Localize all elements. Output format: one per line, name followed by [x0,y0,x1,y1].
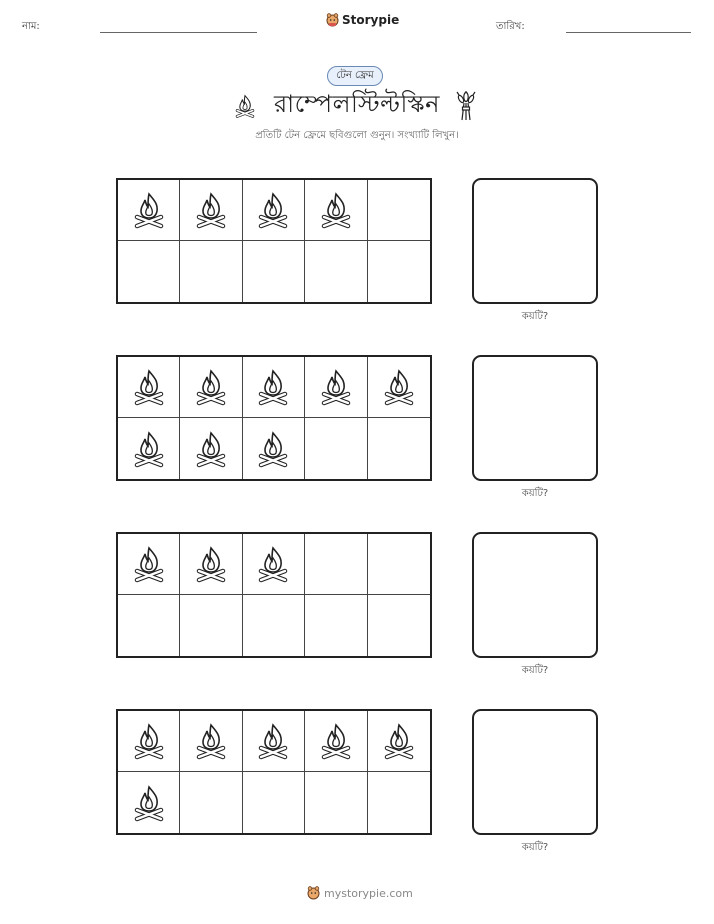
ten-frame-cell [118,180,180,241]
campfire-icon [319,190,353,230]
ten-frame-cell [243,711,305,772]
answer-label: কয়টি? [521,311,549,322]
ten-frame-cell [180,534,242,595]
ten-frame-cell [368,772,430,833]
brand-logo [326,13,399,27]
ten-frame-cell [305,180,367,241]
ten-frame-cell [368,357,430,418]
campfire-icon [132,783,166,823]
ten-frame-cell [243,357,305,418]
ten-frame-cell [118,241,180,302]
ten-frame [116,178,432,304]
date-label: তারিখ: [496,21,525,32]
campfire-icon [256,721,290,761]
ten-frame [116,355,432,481]
ten-frame-cell [305,772,367,833]
campfire-icon [319,367,353,407]
ten-frame-cell [368,534,430,595]
answer-label: কয়টি? [521,842,549,853]
campfire-icon [256,429,290,469]
campfire-icon [256,544,290,584]
campfire-icon [382,367,416,407]
ten-frame [116,532,432,658]
ten-frame-cell [118,772,180,833]
answer-label: কয়টি? [521,488,549,499]
ten-frame-cell [180,711,242,772]
name-label: নাম: [22,21,40,32]
answer-box[interactable] [472,709,598,835]
ten-frame-cell [243,772,305,833]
campfire-icon [132,544,166,584]
campfire-icon [132,721,166,761]
answer-label: কয়টি? [521,665,549,676]
ten-frame-cell [243,534,305,595]
campfire-icon [194,544,228,584]
campfire-icon [256,367,290,407]
ten-frame-cell [305,711,367,772]
footer-url[interactable]: mystorypie.com [324,886,413,900]
ten-frame-cell [305,357,367,418]
ten-frame-cell [118,711,180,772]
ten-frame-cell [180,772,242,833]
ten-frame-cell [305,534,367,595]
ten-frame-cell [305,418,367,479]
ten-frame-cell [180,418,242,479]
campfire-icon [256,190,290,230]
ten-frame [116,709,432,835]
ten-frame-cell [243,418,305,479]
page-title: রাম্পেলস্টিল্টস্কিন [273,90,441,118]
date-line[interactable] [566,32,691,33]
answer-box[interactable] [472,532,598,658]
ten-frame-cell [118,418,180,479]
campfire-icon [194,429,228,469]
campfire-icon [194,367,228,407]
answer-box[interactable] [472,178,598,304]
ten-frame-badge: টেন ফ্রেম [327,66,383,86]
ten-frame-cell [368,241,430,302]
ten-frame-cell [118,357,180,418]
ten-frame-cell [243,180,305,241]
campfire-icon [132,190,166,230]
name-line[interactable] [100,32,257,33]
campfire-icon [319,721,353,761]
wheat-sheaf-icon [455,91,477,121]
ten-frame-cell [180,595,242,656]
campfire-icon [194,721,228,761]
footer [307,886,413,900]
storypie-mascot-icon [326,13,339,27]
brand-name: Storypie [342,13,400,27]
campfire-icon [194,190,228,230]
ten-frame-cell [243,241,305,302]
ten-frame-cell [180,241,242,302]
ten-frame-cell [118,595,180,656]
ten-frame-cell [180,357,242,418]
ten-frame-cell [305,595,367,656]
ten-frame-cell [118,534,180,595]
storypie-mascot-icon [307,886,320,900]
ten-frame-cell [305,241,367,302]
campfire-icon [132,429,166,469]
instructions: প্রতিটি টেন ফ্রেমে ছবিগুলো গুনুন। সংখ্যাটি লিখুন। [255,130,459,141]
ten-frame-cell [368,595,430,656]
ten-frame-cell [368,711,430,772]
ten-frame-cell [368,180,430,241]
campfire-icon [132,367,166,407]
answer-box[interactable] [472,355,598,481]
ten-frame-cell [368,418,430,479]
campfire-icon [382,721,416,761]
ten-frame-cell [243,595,305,656]
ten-frame-cell [180,180,242,241]
